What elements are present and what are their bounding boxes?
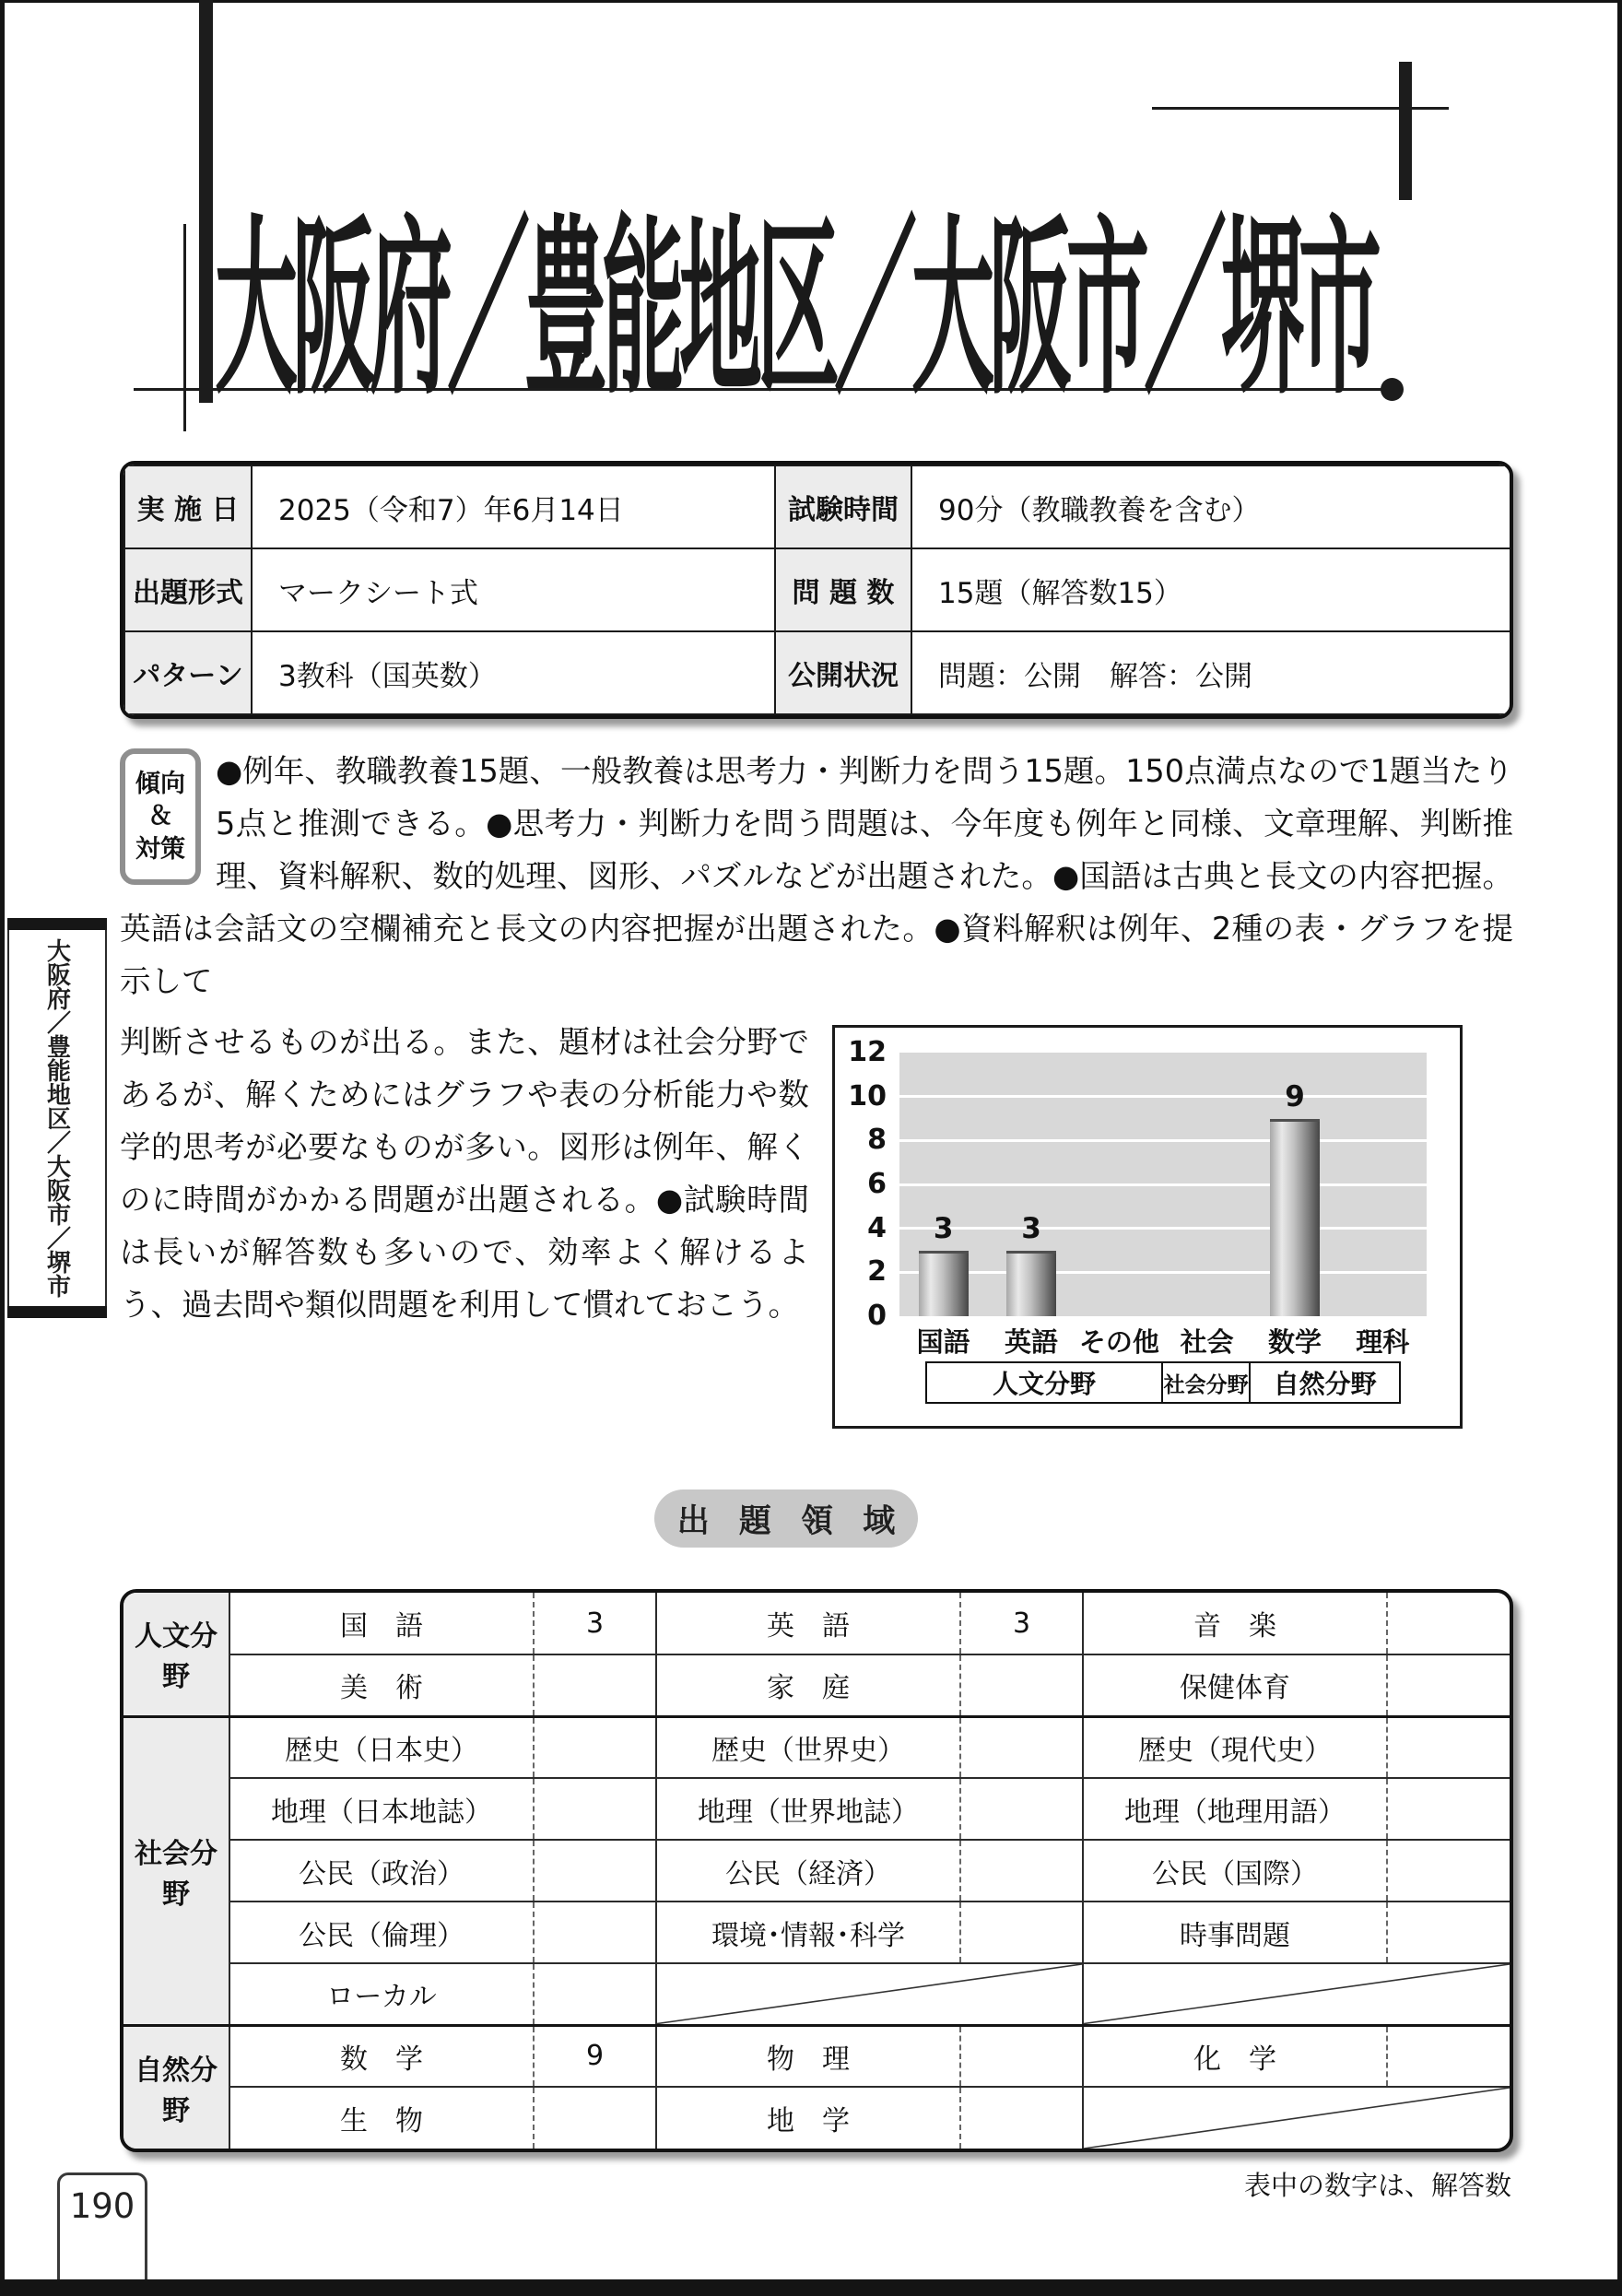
info-value: 問題：公開 解答：公開 bbox=[911, 631, 1510, 714]
count-cell: 3 bbox=[534, 1593, 656, 1654]
count-cell bbox=[534, 1716, 656, 1778]
info-row bbox=[124, 465, 1510, 548]
subject-cell: 公民（倫理） bbox=[229, 1902, 534, 1963]
bar-value-label: 3 bbox=[933, 1211, 954, 1245]
exam-info-table bbox=[120, 461, 1513, 719]
table-note: 表中の数字は、解答数 bbox=[1243, 2170, 1511, 2201]
y-axis-tick-label: 0 bbox=[867, 1300, 887, 1332]
areas-row bbox=[123, 1902, 1510, 1963]
areas-row bbox=[123, 1840, 1510, 1902]
info-value: 2025（令和7）年6月14日 bbox=[252, 465, 775, 548]
y-axis-tick-label: 12 bbox=[848, 1036, 887, 1068]
areas-row bbox=[123, 1654, 1510, 1716]
count-cell bbox=[1387, 1840, 1510, 1902]
subject-cell: 公民（政治） bbox=[229, 1840, 534, 1902]
x-axis-category-label: 数学 bbox=[1267, 1326, 1322, 1358]
page-edge-left bbox=[0, 0, 5, 2296]
subject-bar-chart bbox=[832, 1025, 1463, 1429]
subject-cell: 公民（国際） bbox=[1083, 1840, 1387, 1902]
subject-cell: 地理（世界地誌） bbox=[656, 1778, 960, 1840]
category-cell: 自然分野 bbox=[123, 2025, 229, 2149]
tendency-column-text: 判断させるものが出る。また、題材は社会分野であるが、解くためにはグラフや表の分析能力や数学的思考が必要なものが多い。図形は例年、解くのに時間がかかる問題が出題される。●試験時間は長いが解答数も多いので、効率よく解けるよう、過去問や類似問題を利用して慣れておこう。 bbox=[120, 1024, 809, 1323]
subject-cell: 国 語 bbox=[229, 1593, 534, 1654]
count-cell bbox=[960, 1902, 1083, 1963]
count-cell bbox=[960, 2087, 1083, 2149]
title-underline-dot bbox=[1381, 378, 1404, 401]
subject-cell: 公民（経済） bbox=[656, 1840, 960, 1902]
subject-cell: 歴史（日本史） bbox=[229, 1716, 534, 1778]
chart-x-labels bbox=[899, 1322, 1427, 1359]
page-edge-bottom bbox=[0, 2279, 1622, 2296]
y-axis-tick-label: 10 bbox=[848, 1079, 887, 1113]
subject-cell: 環境･情報･科学 bbox=[656, 1902, 960, 1963]
info-value: 15題（解答数15） bbox=[911, 548, 1510, 631]
subject-cell: 英 語 bbox=[656, 1593, 960, 1654]
count-cell bbox=[960, 2025, 1083, 2087]
subject-cell: 生 物 bbox=[229, 2087, 534, 2149]
info-label: 実 施 日 bbox=[124, 465, 252, 548]
gridline bbox=[899, 1095, 1427, 1098]
bar-英語 bbox=[1006, 1251, 1056, 1317]
y-axis-tick-label: 8 bbox=[867, 1124, 887, 1157]
category-cell: 社会分野 bbox=[123, 1716, 229, 2025]
info-value: マークシート式 bbox=[252, 548, 775, 631]
bar-value-label: 3 bbox=[1021, 1211, 1041, 1245]
page-number: 190 bbox=[69, 2186, 135, 2226]
subject-cell: 物 理 bbox=[656, 2025, 960, 2087]
count-cell bbox=[1387, 1654, 1510, 1716]
subject-cell: 歴史（現代史） bbox=[1083, 1716, 1387, 1778]
subject-cell: 化 学 bbox=[1083, 2025, 1387, 2087]
page-number-box bbox=[57, 2172, 147, 2279]
areas-row bbox=[123, 2025, 1510, 2087]
areas-row bbox=[123, 1963, 1510, 2025]
count-cell bbox=[534, 1840, 656, 1902]
x-axis-category-label: 国語 bbox=[916, 1326, 970, 1358]
subject-cell: 地理（地理用語） bbox=[1083, 1778, 1387, 1840]
info-value: 90分（教職教養を含む） bbox=[911, 465, 1510, 548]
count-cell bbox=[1387, 1902, 1510, 1963]
gridline bbox=[899, 1271, 1427, 1274]
info-label: パターン bbox=[124, 631, 252, 714]
count-cell bbox=[1387, 2025, 1510, 2087]
sidebar-region-tab bbox=[7, 918, 107, 1318]
info-label: 公開状況 bbox=[775, 631, 911, 714]
tab-vertical-text: 大阪府／豊能地区／大阪市／堺市 bbox=[42, 938, 71, 1298]
page-title: 大阪府／豊能地区／大阪市／堺市 bbox=[215, 199, 1377, 421]
title-deco-thick-bar bbox=[199, 0, 213, 403]
info-label: 試験時間 bbox=[775, 465, 911, 548]
subject-cell: 時事問題 bbox=[1083, 1902, 1387, 1963]
areas-row bbox=[123, 1716, 1510, 1778]
subject-cell: 地 学 bbox=[656, 2087, 960, 2149]
tendency-badge bbox=[120, 748, 201, 885]
page-edge-right bbox=[1617, 0, 1622, 2296]
badge-line: ＆ bbox=[147, 802, 173, 831]
chart-group-row bbox=[925, 1361, 1401, 1404]
title-deco-top-bar bbox=[1399, 62, 1412, 200]
tab-bottom-bar bbox=[7, 1306, 107, 1318]
count-cell bbox=[1387, 1593, 1510, 1654]
areas-row bbox=[123, 2087, 1510, 2149]
tab-top-bar bbox=[7, 918, 107, 930]
count-cell bbox=[534, 1654, 656, 1716]
title-deco-thin-line bbox=[183, 224, 186, 431]
count-cell bbox=[960, 1778, 1083, 1840]
subject-cell: 数 学 bbox=[229, 2025, 534, 2087]
info-row bbox=[124, 631, 1510, 714]
bar-国語 bbox=[919, 1251, 969, 1317]
subject-cell: ローカル bbox=[229, 1963, 534, 2025]
question-areas-table bbox=[120, 1589, 1513, 2152]
chart-group-label: 社会分野 bbox=[1163, 1361, 1251, 1404]
info-value: 3教科（国英数） bbox=[252, 631, 775, 714]
subject-cell: 保健体育 bbox=[1083, 1654, 1387, 1716]
count-cell bbox=[534, 1778, 656, 1840]
badge-line: 対策 bbox=[135, 834, 185, 864]
count-cell bbox=[1387, 1778, 1510, 1840]
subject-cell: 歴史（世界史） bbox=[656, 1716, 960, 1778]
tendency-section bbox=[120, 745, 1513, 1007]
y-axis-tick-label: 4 bbox=[867, 1211, 887, 1244]
subject-cell: 音 楽 bbox=[1083, 1593, 1387, 1654]
x-axis-category-label: 社会 bbox=[1180, 1326, 1234, 1358]
subject-cell: 家 庭 bbox=[656, 1654, 960, 1716]
section-pill-shutsudai-ryoiki: 出 題 領 域 bbox=[654, 1489, 918, 1548]
diagonal-empty-cell bbox=[1083, 2087, 1510, 2149]
diagonal-empty-cell bbox=[656, 1963, 1083, 2025]
chart-plot-area bbox=[899, 1053, 1427, 1316]
gridline bbox=[899, 1183, 1427, 1186]
y-axis-tick-label: 6 bbox=[867, 1168, 887, 1200]
count-cell: 9 bbox=[534, 2025, 656, 2087]
y-axis-tick-label: 2 bbox=[867, 1255, 887, 1289]
count-cell bbox=[534, 1902, 656, 1963]
areas-row bbox=[123, 1593, 1510, 1654]
bar-value-label: 9 bbox=[1285, 1079, 1305, 1113]
chart-group-label: 自然分野 bbox=[1251, 1361, 1401, 1404]
count-cell bbox=[1387, 1716, 1510, 1778]
count-cell bbox=[534, 2087, 656, 2149]
info-label: 出題形式 bbox=[124, 548, 252, 631]
category-cell: 人文分野 bbox=[123, 1593, 229, 1716]
count-cell bbox=[534, 1963, 656, 2025]
info-label: 問 題 数 bbox=[775, 548, 911, 631]
count-cell: 3 bbox=[960, 1593, 1083, 1654]
x-axis-category-label: 理科 bbox=[1356, 1326, 1410, 1358]
chart-group-label: 人文分野 bbox=[925, 1361, 1163, 1404]
page-edge-top bbox=[0, 0, 1622, 3]
count-cell bbox=[960, 1716, 1083, 1778]
gridline bbox=[899, 1139, 1427, 1142]
info-row bbox=[124, 548, 1510, 631]
tendency-intro-text: ●例年、教職教養15題、一般教養は思考力・判断力を問う15題。150点満点なので1題当たり5点と推測できる。●思考力・判断力を問う問題は、今年度も例年と同様、文章理解、判断推理、資料解釈、数的処理、図形、パズルなどが出題された。●国語は古典と長文の内容把握。英語は会話文の空欄補充と長文の内容把握が出題された。●資料解釈は例年、2種の表・グラフを提示して bbox=[120, 753, 1513, 999]
badge-line: 傾向 bbox=[135, 770, 185, 799]
diagonal-empty-cell bbox=[1083, 1963, 1510, 2025]
x-axis-category-label: その他 bbox=[1078, 1326, 1159, 1358]
subject-cell: 美 術 bbox=[229, 1654, 534, 1716]
count-cell bbox=[960, 1654, 1083, 1716]
x-axis-category-label: 英語 bbox=[1004, 1326, 1058, 1358]
count-cell bbox=[960, 1840, 1083, 1902]
bar-数学 bbox=[1270, 1119, 1320, 1317]
subject-cell: 地理（日本地誌） bbox=[229, 1778, 534, 1840]
areas-row bbox=[123, 1778, 1510, 1840]
